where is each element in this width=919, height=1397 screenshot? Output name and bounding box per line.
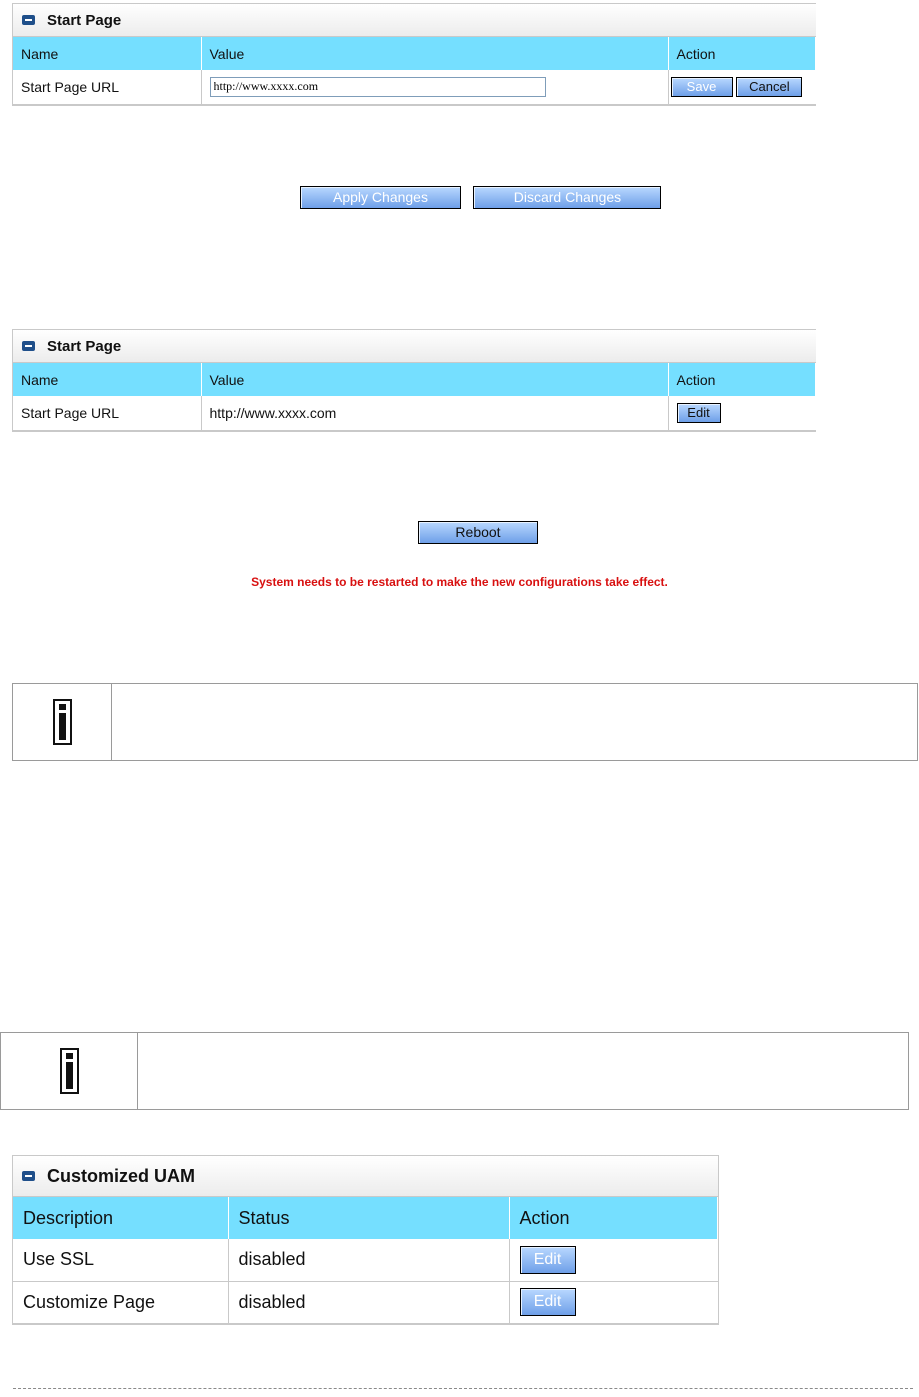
start-page-table bbox=[13, 363, 816, 431]
note-icon-cell bbox=[13, 684, 112, 760]
column-header-status: Status bbox=[228, 1197, 509, 1239]
reboot-row bbox=[418, 521, 538, 544]
edit-button[interactable]: Edit bbox=[520, 1288, 576, 1316]
column-header-name: Name bbox=[13, 37, 201, 70]
reboot-button[interactable]: Reboot bbox=[418, 521, 538, 544]
changes-button-row bbox=[300, 186, 661, 209]
page-divider bbox=[13, 1388, 913, 1389]
table-row bbox=[13, 396, 816, 430]
panel-title bbox=[13, 330, 816, 363]
row-status: disabled bbox=[228, 1281, 509, 1323]
arrow-right-icon bbox=[22, 15, 35, 25]
column-header-value: Value bbox=[201, 363, 668, 396]
note-icon-cell bbox=[1, 1033, 138, 1109]
column-header-name: Name bbox=[13, 363, 201, 396]
panel-title bbox=[13, 1156, 718, 1197]
info-icon bbox=[60, 1048, 79, 1094]
row-name: Start Page URL bbox=[13, 396, 201, 430]
note-text bbox=[138, 1033, 908, 1109]
row-status: disabled bbox=[228, 1239, 509, 1281]
arrow-right-icon bbox=[22, 341, 35, 351]
column-header-action: Action bbox=[668, 363, 816, 396]
edit-button[interactable]: Edit bbox=[677, 403, 721, 423]
table-row bbox=[13, 1239, 718, 1281]
note-text bbox=[112, 684, 917, 760]
customized-uam-panel bbox=[12, 1155, 719, 1325]
table-row bbox=[13, 1281, 718, 1323]
start-page-panel-edit bbox=[12, 3, 816, 106]
row-description: Customize Page bbox=[13, 1281, 228, 1323]
row-description: Use SSL bbox=[13, 1239, 228, 1281]
reboot-warning-message: System needs to be restarted to make the new configurations take effect. bbox=[251, 575, 668, 589]
info-icon bbox=[53, 699, 72, 745]
arrow-right-icon bbox=[22, 1171, 35, 1181]
panel-title-text: Customized UAM bbox=[47, 1165, 195, 1186]
row-value-cell bbox=[201, 70, 668, 104]
start-page-table bbox=[13, 37, 816, 105]
table-row bbox=[13, 70, 816, 104]
info-note-box bbox=[0, 1032, 909, 1110]
discard-changes-button[interactable]: Discard Changes bbox=[473, 186, 661, 209]
column-header-action: Action bbox=[509, 1197, 718, 1239]
row-action-cell bbox=[668, 396, 816, 430]
row-name: Start Page URL bbox=[13, 70, 201, 104]
row-action-cell bbox=[509, 1239, 718, 1281]
panel-title-text: Start Page bbox=[47, 11, 122, 29]
start-page-panel-view bbox=[12, 329, 816, 432]
edit-button[interactable]: Edit bbox=[520, 1246, 576, 1274]
row-value: http://www.xxxx.com bbox=[201, 396, 668, 430]
row-action-cell bbox=[668, 70, 816, 104]
row-action-cell bbox=[509, 1281, 718, 1323]
apply-changes-button[interactable]: Apply Changes bbox=[300, 186, 461, 209]
info-note-box bbox=[12, 683, 918, 761]
start-page-url-input[interactable] bbox=[210, 77, 546, 97]
panel-title bbox=[13, 4, 816, 37]
cancel-button[interactable]: Cancel bbox=[736, 77, 802, 97]
column-header-description: Description bbox=[13, 1197, 228, 1239]
save-button[interactable]: Save bbox=[671, 77, 733, 97]
uam-table bbox=[13, 1197, 718, 1324]
column-header-value: Value bbox=[201, 37, 668, 70]
column-header-action: Action bbox=[668, 37, 816, 70]
panel-title-text: Start Page bbox=[47, 337, 122, 355]
